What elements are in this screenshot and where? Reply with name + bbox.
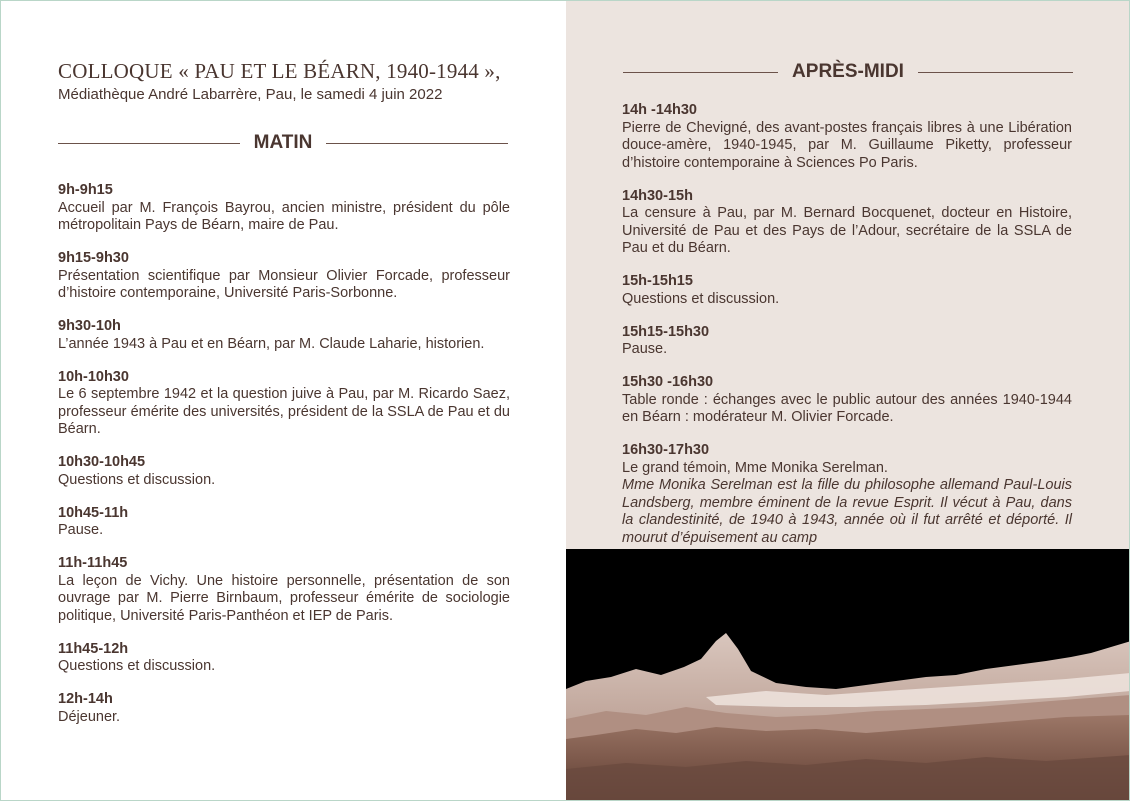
schedule-slot xyxy=(58,505,510,540)
slot-description: Le 6 septembre 1942 et la question juive à Pau, par M. Ricardo Saez, professeur émérite des universités, président de la SSLA de Pau et du Béarn. xyxy=(58,386,510,437)
schedule-slot xyxy=(58,369,510,439)
apres-midi-schedule xyxy=(622,102,1072,563)
schedule-slot xyxy=(58,250,510,303)
slot-description: Présentation scientifique par Monsieur Olivier Forcade, professeur d’histoire contemporaine, Université Paris-Sorbonne. xyxy=(58,267,510,301)
schedule-slot xyxy=(58,454,510,489)
slot-time: 9h30-10h xyxy=(58,318,121,334)
matin-schedule xyxy=(58,182,510,742)
slot-time: 12h-14h xyxy=(58,691,113,707)
slot-description: Accueil par M. François Bayrou, ancien ministre, président du pôle métropolitain Pays de Béarn, maire de Pau. xyxy=(58,199,510,233)
schedule-slot xyxy=(58,641,510,676)
schedule-slot xyxy=(622,374,1072,427)
slot-time: 15h30 -16h30 xyxy=(622,374,714,390)
slot-time: 9h15-9h30 xyxy=(58,250,129,266)
slot-time: 11h-11h45 xyxy=(58,555,128,571)
schedule-slot xyxy=(622,102,1072,172)
apres-midi-heading xyxy=(623,61,1073,83)
mountain-illustration xyxy=(566,549,1130,801)
schedule-slot xyxy=(58,318,510,353)
slot-description: Questions et discussion. xyxy=(58,658,216,674)
slot-description: Questions et discussion. xyxy=(622,290,780,307)
schedule-slot xyxy=(58,182,510,235)
slot-description: Le grand témoin, Mme Monika Serelman. xyxy=(622,459,888,476)
slot-time: 14h -14h30 xyxy=(622,102,697,118)
page-subtitle: Médiathèque André Labarrère, Pau, le samedi 4 juin 2022 xyxy=(58,86,443,103)
slot-description: L’année 1943 à Pau et en Béarn, par M. Claude Laharie, historien. xyxy=(58,335,485,352)
heading-rule-right xyxy=(326,143,508,144)
slot-description: Pause. xyxy=(58,522,104,538)
right-panel xyxy=(566,1,1130,801)
slot-time: 16h30-17h30 xyxy=(622,442,710,458)
slot-time: 15h15-15h30 xyxy=(622,323,710,340)
heading-rule-left xyxy=(58,143,240,144)
schedule-slot xyxy=(622,442,1072,547)
schedule-slot xyxy=(622,324,1072,359)
apres-midi-heading-label: APRÈS-MIDI xyxy=(792,61,904,82)
slot-italic-note: Mme Monika Serelman est la fille du philosophe allemand Paul-Louis Landsberg, membre éminent de la revue Esprit. Il vécut à Pau, dans la clandestinité, de 1940 à 1943, année où il fut arrêté et déporté. Il mourut d’épuisement au camp xyxy=(622,477,1072,546)
slot-description: La leçon de Vichy. Une histoire personnelle, présentation de son ouvrage par M. Pierre Birnbaum, professeur émérite de sociologie politique, Université Paris-Panthéon et IEP de Paris. xyxy=(58,572,510,624)
left-panel xyxy=(1,1,566,801)
slot-description: La censure à Pau, par M. Bernard Bocquenet, docteur en Histoire, Université de Pau et des Pays de l’Adour, secrétaire de la SSLA de Pau et du Béarn. xyxy=(622,205,1072,256)
schedule-slot xyxy=(58,555,510,625)
schedule-slot xyxy=(622,188,1072,258)
page-title: COLLOQUE « PAU ET LE BÉARN, 1940-1944 », xyxy=(58,59,501,83)
schedule-slot xyxy=(622,273,1072,308)
pyrenees-landscape-photo xyxy=(566,549,1130,801)
slot-time: 15h-15h15 xyxy=(622,273,693,289)
matin-heading xyxy=(58,132,508,154)
slot-time: 10h45-11h xyxy=(58,504,129,521)
slot-time: 10h-10h30 xyxy=(58,368,129,385)
slot-time: 11h45-12h xyxy=(58,640,129,657)
slot-description: Table ronde : échanges avec le public autour des années 1940-1944 en Béarn : modérateur M. Olivier Forcade. xyxy=(622,391,1072,425)
schedule-slot xyxy=(58,691,510,726)
heading-rule-left xyxy=(623,72,778,73)
slot-description: Pierre de Chevigné, des avant-postes français libres à une Libération douce-amère, 1940-1945, par M. Guillaume Piketty, professeur d’histoire contemporaine à Sciences Po Paris. xyxy=(622,119,1072,171)
slot-description: Déjeuner. xyxy=(58,708,121,725)
matin-heading-label: MATIN xyxy=(253,132,313,153)
slot-description: Questions et discussion. xyxy=(58,471,216,488)
slot-time: 9h-9h15 xyxy=(58,182,113,198)
slot-time: 10h30-10h45 xyxy=(58,454,146,470)
slot-description: Pause. xyxy=(622,341,668,357)
heading-rule-right xyxy=(918,72,1073,73)
slot-time: 14h30-15h xyxy=(622,187,693,204)
